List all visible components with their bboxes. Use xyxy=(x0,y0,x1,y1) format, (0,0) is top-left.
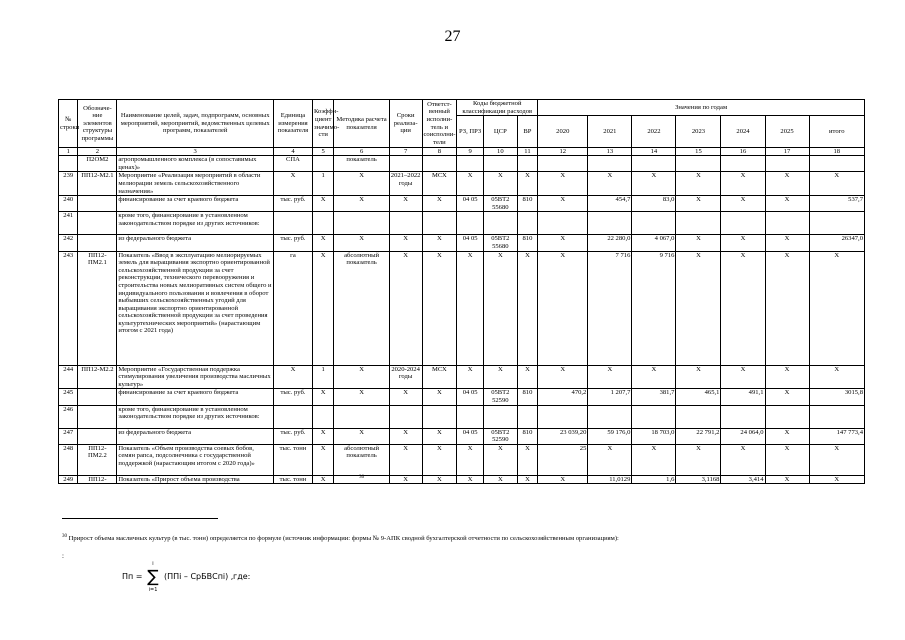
footnote-text: Прирост объема масличных культур (в тыс. тонн) определяется по формуле (источник информации: формы № 9-АПК сводной бухгалтерской отчетности по сельскохозяйственным организациям): xyxy=(68,535,619,542)
row-number: 245 xyxy=(59,389,78,405)
row-value-2021: 7 716 xyxy=(588,251,632,365)
row-number: 240 xyxy=(59,196,78,212)
row-value-2020 xyxy=(538,156,588,172)
header-rz: РЗ, ПРЗ xyxy=(457,116,484,148)
row-number: 248 xyxy=(59,444,78,475)
row-value-2020: X xyxy=(538,365,588,389)
table-row xyxy=(59,475,865,484)
table-row xyxy=(59,365,865,389)
row-value-2023: 465,1 xyxy=(676,389,721,405)
row-period xyxy=(389,212,422,235)
row-unit xyxy=(274,212,313,235)
header-name: Наименование целей, задач, подпрограмм, основных мероприятий, мероприятий, ведомственных целевых программ, показателей xyxy=(117,100,274,148)
row-period: X xyxy=(389,235,422,251)
row-value-2023: 22 791,2 xyxy=(676,428,721,444)
header-values-by-year: Значения по годам xyxy=(538,100,865,116)
row-number: 246 xyxy=(59,405,78,428)
table-row xyxy=(59,196,865,212)
header-period: Сроки реализации xyxy=(389,100,422,148)
row-coefficient xyxy=(312,212,334,235)
row-coefficient: X xyxy=(312,475,334,484)
footnote xyxy=(62,535,862,543)
column-number: 17 xyxy=(765,148,809,156)
row-value-2022: 4 067,0 xyxy=(632,235,676,251)
row-csr xyxy=(483,212,517,235)
row-coefficient: X xyxy=(312,444,334,475)
row-responsible: МСХ xyxy=(422,365,457,389)
row-period: X xyxy=(389,196,422,212)
column-number: 7 xyxy=(389,148,422,156)
row-value-2022: X xyxy=(632,172,676,196)
row-name: кроме того, финансирование в установленном законодательством порядке из других источников: xyxy=(117,212,274,235)
row-value-2022: 1,6 xyxy=(632,475,676,484)
row-value-2020: 470,2 xyxy=(538,389,588,405)
row-method xyxy=(334,405,389,428)
column-number: 14 xyxy=(632,148,676,156)
row-value-2023: X xyxy=(676,251,721,365)
column-number: 10 xyxy=(483,148,517,156)
row-name: Показатель «Ввод в эксплуатацию мелиорируемых земель для выращивания экспортно ориентированной сельскохозяйственной продукции за счет реконструкции, технического перевооружения и строительства новых мелиоративных систем общего и индивидуального пользования и вовлечения в оборот выбывших сельскохозяйственных угодий для выращивания экспортно ориентированной сельскохозяйственной продукции за счет проведения культуртехнических мероприятий» (нарастающим итогом с 2021 года) xyxy=(117,251,274,365)
row-unit xyxy=(274,405,313,428)
header-year-2021: 2021 xyxy=(588,116,632,148)
sigma-icon: ∑ xyxy=(147,567,159,587)
row-number xyxy=(59,156,78,172)
row-csr: 05ВТ2 52590 xyxy=(483,428,517,444)
row-method: X xyxy=(334,172,389,196)
row-value-2022: X xyxy=(632,444,676,475)
row-value-2021 xyxy=(588,405,632,428)
table-row xyxy=(59,405,865,428)
row-designation: ПП12-ПМ2.2 xyxy=(78,444,117,475)
header-unit: Единица измерения показателя xyxy=(274,100,313,148)
row-unit: тыс. руб. xyxy=(274,235,313,251)
row-value-2020: X xyxy=(538,196,588,212)
row-unit: тыс. тонн xyxy=(274,475,313,484)
row-period: X xyxy=(389,444,422,475)
column-number: 4 xyxy=(274,148,313,156)
row-vr xyxy=(517,212,537,235)
row-value-2021 xyxy=(588,156,632,172)
row-responsible: X xyxy=(422,428,457,444)
row-value-2024: X xyxy=(721,235,765,251)
row-period xyxy=(389,405,422,428)
row-csr: X xyxy=(483,251,517,365)
row-method: абсолютный показатель xyxy=(334,251,389,365)
row-responsible: X xyxy=(422,444,457,475)
table-row xyxy=(59,428,865,444)
row-name: Мероприятие «Государственная поддержка стимулирования увеличения производства масличных культур» xyxy=(117,365,274,389)
column-number: 12 xyxy=(538,148,588,156)
row-coefficient: X xyxy=(312,389,334,405)
row-value-total: X xyxy=(809,365,864,389)
row-value-2025: X xyxy=(765,235,809,251)
row-designation xyxy=(78,196,117,212)
row-coefficient: X xyxy=(312,251,334,365)
row-value-2025: X xyxy=(765,389,809,405)
row-vr: 810 xyxy=(517,196,537,212)
row-value-total xyxy=(809,212,864,235)
header-designation: Обозначение элементов структуры программы xyxy=(78,100,117,148)
row-value-2025: X xyxy=(765,251,809,365)
header-year-2024: 2024 xyxy=(721,116,765,148)
row-csr: X xyxy=(483,172,517,196)
row-vr: 810 xyxy=(517,428,537,444)
header-year-2022: 2022 xyxy=(632,116,676,148)
footnote-reference: 30 xyxy=(359,474,365,480)
header-responsible: Ответственный исполнитель и соисполнители xyxy=(423,100,456,146)
row-responsible xyxy=(422,405,457,428)
page-number: 27 xyxy=(444,28,461,45)
row-value-2020: X xyxy=(538,172,588,196)
row-value-2025 xyxy=(765,405,809,428)
row-csr: X xyxy=(483,475,517,484)
row-value-2025: X xyxy=(765,172,809,196)
row-coefficient: X xyxy=(312,196,334,212)
row-value-2020: X xyxy=(538,235,588,251)
row-value-2022: X xyxy=(632,365,676,389)
row-value-2021: X xyxy=(588,365,632,389)
row-method: X xyxy=(334,196,389,212)
row-responsible: X xyxy=(422,235,457,251)
column-number: 1 xyxy=(59,148,78,156)
row-value-2022 xyxy=(632,212,676,235)
formula-rhs: (ППi – СрБВСпi) , xyxy=(164,572,234,581)
row-unit: тыс. руб. xyxy=(274,196,313,212)
row-csr: 05ВТ2 55680 xyxy=(483,235,517,251)
row-csr: 05ВТ2 52590 xyxy=(483,389,517,405)
row-value-2024: 3,414 xyxy=(721,475,765,484)
row-value-2024 xyxy=(721,212,765,235)
row-value-2022 xyxy=(632,156,676,172)
row-value-2022: 381,7 xyxy=(632,389,676,405)
row-vr: X xyxy=(517,251,537,365)
row-designation xyxy=(78,389,117,405)
sum-upper-limit: i xyxy=(152,561,154,567)
row-coefficient xyxy=(312,405,334,428)
row-number: 241 xyxy=(59,212,78,235)
row-coefficient: 1 xyxy=(312,172,334,196)
row-value-total: X xyxy=(809,251,864,365)
formula-lhs: Пп = xyxy=(122,572,143,581)
row-value-2022: 18 703,0 xyxy=(632,428,676,444)
row-number: 239 xyxy=(59,172,78,196)
row-coefficient: 1 xyxy=(312,365,334,389)
row-name: финансирование за счет краевого бюджета xyxy=(117,196,274,212)
row-responsible: МСХ xyxy=(422,172,457,196)
row-value-2021: X xyxy=(588,444,632,475)
column-number: 18 xyxy=(809,148,864,156)
column-number: 11 xyxy=(517,148,537,156)
row-period: X xyxy=(389,428,422,444)
row-number: 249 xyxy=(59,475,78,484)
row-value-2024: X xyxy=(721,196,765,212)
column-number: 2 xyxy=(78,148,117,156)
program-table xyxy=(58,99,865,484)
row-name: кроме того, финансирование в установленном законодательством порядке из других источников: xyxy=(117,405,274,428)
row-vr: X xyxy=(517,172,537,196)
table-body xyxy=(59,156,865,484)
row-vr xyxy=(517,156,537,172)
row-name: из федерального бюджета xyxy=(117,428,274,444)
row-value-2025 xyxy=(765,212,809,235)
column-number: 13 xyxy=(588,148,632,156)
row-value-2024: X xyxy=(721,172,765,196)
row-number: 244 xyxy=(59,365,78,389)
row-designation: ПП12-М2.1 xyxy=(78,172,117,196)
formula-where: где: xyxy=(233,572,251,581)
row-period: X xyxy=(389,389,422,405)
row-vr xyxy=(517,405,537,428)
row-value-2023: X xyxy=(676,235,721,251)
row-vr: 810 xyxy=(517,389,537,405)
row-rz xyxy=(457,156,484,172)
row-value-total xyxy=(809,156,864,172)
row-value-2023: X xyxy=(676,172,721,196)
row-value-2022 xyxy=(632,405,676,428)
header-method: Методика расчета показателя xyxy=(334,100,389,148)
header-row-number: № строки xyxy=(59,100,78,148)
row-value-2023: X xyxy=(676,444,721,475)
column-number: 8 xyxy=(422,148,457,156)
row-responsible: X xyxy=(422,475,457,484)
row-method: X xyxy=(334,235,389,251)
row-method: абсолютный показатель xyxy=(334,444,389,475)
column-number: 9 xyxy=(457,148,484,156)
row-method xyxy=(334,212,389,235)
footnote-mark: 30 xyxy=(62,533,67,539)
row-rz xyxy=(457,212,484,235)
row-value-2021 xyxy=(588,212,632,235)
row-value-2024: X xyxy=(721,365,765,389)
header-year-2023: 2023 xyxy=(676,116,721,148)
row-responsible: X xyxy=(422,389,457,405)
row-designation xyxy=(78,405,117,428)
row-value-2025: X xyxy=(765,444,809,475)
row-vr: X xyxy=(517,365,537,389)
row-rz: 04 05 xyxy=(457,428,484,444)
row-csr xyxy=(483,156,517,172)
row-value-2024: 24 064,0 xyxy=(721,428,765,444)
footnote-divider xyxy=(62,518,218,519)
row-value-2024: X xyxy=(721,444,765,475)
row-value-2021: 22 280,0 xyxy=(588,235,632,251)
row-responsible: X xyxy=(422,196,457,212)
row-rz: X xyxy=(457,172,484,196)
row-rz: X xyxy=(457,251,484,365)
row-value-2021: 1 207,7 xyxy=(588,389,632,405)
row-value-2021: X xyxy=(588,172,632,196)
row-unit: X xyxy=(274,365,313,389)
row-value-total: X xyxy=(809,475,864,484)
row-unit: СПА xyxy=(274,156,313,172)
row-coefficient: X xyxy=(312,235,334,251)
row-number: 243 xyxy=(59,251,78,365)
row-value-2021: 59 176,0 xyxy=(588,428,632,444)
row-value-2022: 9 716 xyxy=(632,251,676,365)
header-coefficient: Коэффициент значимости xyxy=(312,100,334,148)
row-value-2024: 491,1 xyxy=(721,389,765,405)
row-designation: ПП12- xyxy=(78,475,117,484)
row-value-2023: X xyxy=(676,196,721,212)
table-row xyxy=(59,156,865,172)
row-value-2024 xyxy=(721,156,765,172)
row-value-total xyxy=(809,405,864,428)
header-year-2020: 2020 xyxy=(538,116,588,148)
row-designation: ПП12-М2.2 xyxy=(78,365,117,389)
row-csr xyxy=(483,405,517,428)
row-rz: 04 05 xyxy=(457,389,484,405)
table-row xyxy=(59,251,865,365)
table-row xyxy=(59,444,865,475)
column-number: 5 xyxy=(312,148,334,156)
row-designation: П2ОМ2 xyxy=(78,156,117,172)
row-value-2022: 83,0 xyxy=(632,196,676,212)
sum-lower-limit: i=1 xyxy=(148,587,158,593)
row-coefficient xyxy=(312,156,334,172)
row-responsible xyxy=(422,212,457,235)
row-period: 2021–2022 годы xyxy=(389,172,422,196)
row-value-total: X xyxy=(809,172,864,196)
row-value-2020 xyxy=(538,405,588,428)
row-responsible xyxy=(422,156,457,172)
row-designation: ПП12-ПМ2.1 xyxy=(78,251,117,365)
row-rz: 04 05 xyxy=(457,235,484,251)
row-method: показатель xyxy=(334,156,389,172)
sum-symbol xyxy=(146,560,160,595)
row-method: X xyxy=(334,428,389,444)
row-value-2020: X xyxy=(538,475,588,484)
row-value-2025: X xyxy=(765,365,809,389)
row-period: X xyxy=(389,251,422,365)
row-designation xyxy=(78,428,117,444)
row-value-2023: X xyxy=(676,365,721,389)
table-row xyxy=(59,172,865,196)
row-value-total: 537,7 xyxy=(809,196,864,212)
row-value-2025: X xyxy=(765,475,809,484)
row-name: Показатель «Объем производства соевых бобов, семян рапса, подсолнечника с государственной поддержкой (нарастающим итогом с 2020 года)» xyxy=(117,444,274,475)
row-value-2023: 3,1168 xyxy=(676,475,721,484)
header-vr: ВР xyxy=(517,116,537,148)
row-method xyxy=(334,475,389,484)
header-budget-codes: Коды бюджетной классификации расходов xyxy=(457,100,538,116)
row-csr: 05ВТ2 55680 xyxy=(483,196,517,212)
row-designation xyxy=(78,235,117,251)
row-rz: 04 05 xyxy=(457,196,484,212)
table-row xyxy=(59,389,865,405)
row-rz: X xyxy=(457,475,484,484)
row-value-2020: 25 xyxy=(538,444,588,475)
row-value-2020: 23 039,20 xyxy=(538,428,588,444)
row-value-total: 26347,0 xyxy=(809,235,864,251)
table-row xyxy=(59,235,865,251)
row-value-2021: 11,0129 xyxy=(588,475,632,484)
row-rz: X xyxy=(457,365,484,389)
row-name: финансирование за счет краевого бюджета xyxy=(117,389,274,405)
row-value-total: 3015,8 xyxy=(809,389,864,405)
row-value-2025 xyxy=(765,156,809,172)
row-period: 2020-2024 годы xyxy=(389,365,422,389)
row-value-2025: X xyxy=(765,428,809,444)
row-unit: X xyxy=(274,172,313,196)
row-value-2025: X xyxy=(765,196,809,212)
row-method: X xyxy=(334,365,389,389)
row-period: X xyxy=(389,475,422,484)
row-unit: га xyxy=(274,251,313,365)
row-value-2023 xyxy=(676,405,721,428)
row-unit: тыс. руб. xyxy=(274,389,313,405)
column-number-row xyxy=(59,148,865,156)
column-number: 6 xyxy=(334,148,389,156)
row-unit: тыс. тонн xyxy=(274,444,313,475)
row-value-total: 147 773,4 xyxy=(809,428,864,444)
column-number: 3 xyxy=(117,148,274,156)
row-csr: X xyxy=(483,444,517,475)
row-name: из федерального бюджета xyxy=(117,235,274,251)
header-year-2025: 2025 xyxy=(765,116,809,148)
row-value-2021: 454,7 xyxy=(588,196,632,212)
row-value-2023 xyxy=(676,156,721,172)
row-value-2023 xyxy=(676,212,721,235)
header-csr: ЦСР xyxy=(483,116,517,148)
row-name: Показатель «Прирост объема производства xyxy=(117,475,274,484)
row-value-2024: X xyxy=(721,251,765,365)
column-number: 15 xyxy=(676,148,721,156)
row-responsible: X xyxy=(422,251,457,365)
header-total: итого xyxy=(809,116,864,148)
row-name: Мероприятие «Реализация мероприятий в области мелиорации земель сельскохозяйственного назначения» xyxy=(117,172,274,196)
row-unit: тыс. руб. xyxy=(274,428,313,444)
footnote-colon: : xyxy=(62,552,64,560)
row-period xyxy=(389,156,422,172)
row-value-2020 xyxy=(538,212,588,235)
row-value-2020: X xyxy=(538,251,588,365)
row-number: 242 xyxy=(59,235,78,251)
row-designation xyxy=(78,212,117,235)
row-number: 247 xyxy=(59,428,78,444)
row-name: агропромышленного комплекса (в сопоставимых ценах)» xyxy=(117,156,274,172)
row-vr: X xyxy=(517,444,537,475)
row-vr: 810 xyxy=(517,235,537,251)
row-vr: X xyxy=(517,475,537,484)
row-value-2024 xyxy=(721,405,765,428)
row-method: X xyxy=(334,389,389,405)
table-row xyxy=(59,212,865,235)
row-coefficient: X xyxy=(312,428,334,444)
column-number: 16 xyxy=(721,148,765,156)
row-value-total: X xyxy=(809,444,864,475)
row-rz: X xyxy=(457,444,484,475)
row-csr: X xyxy=(483,365,517,389)
row-rz xyxy=(457,405,484,428)
